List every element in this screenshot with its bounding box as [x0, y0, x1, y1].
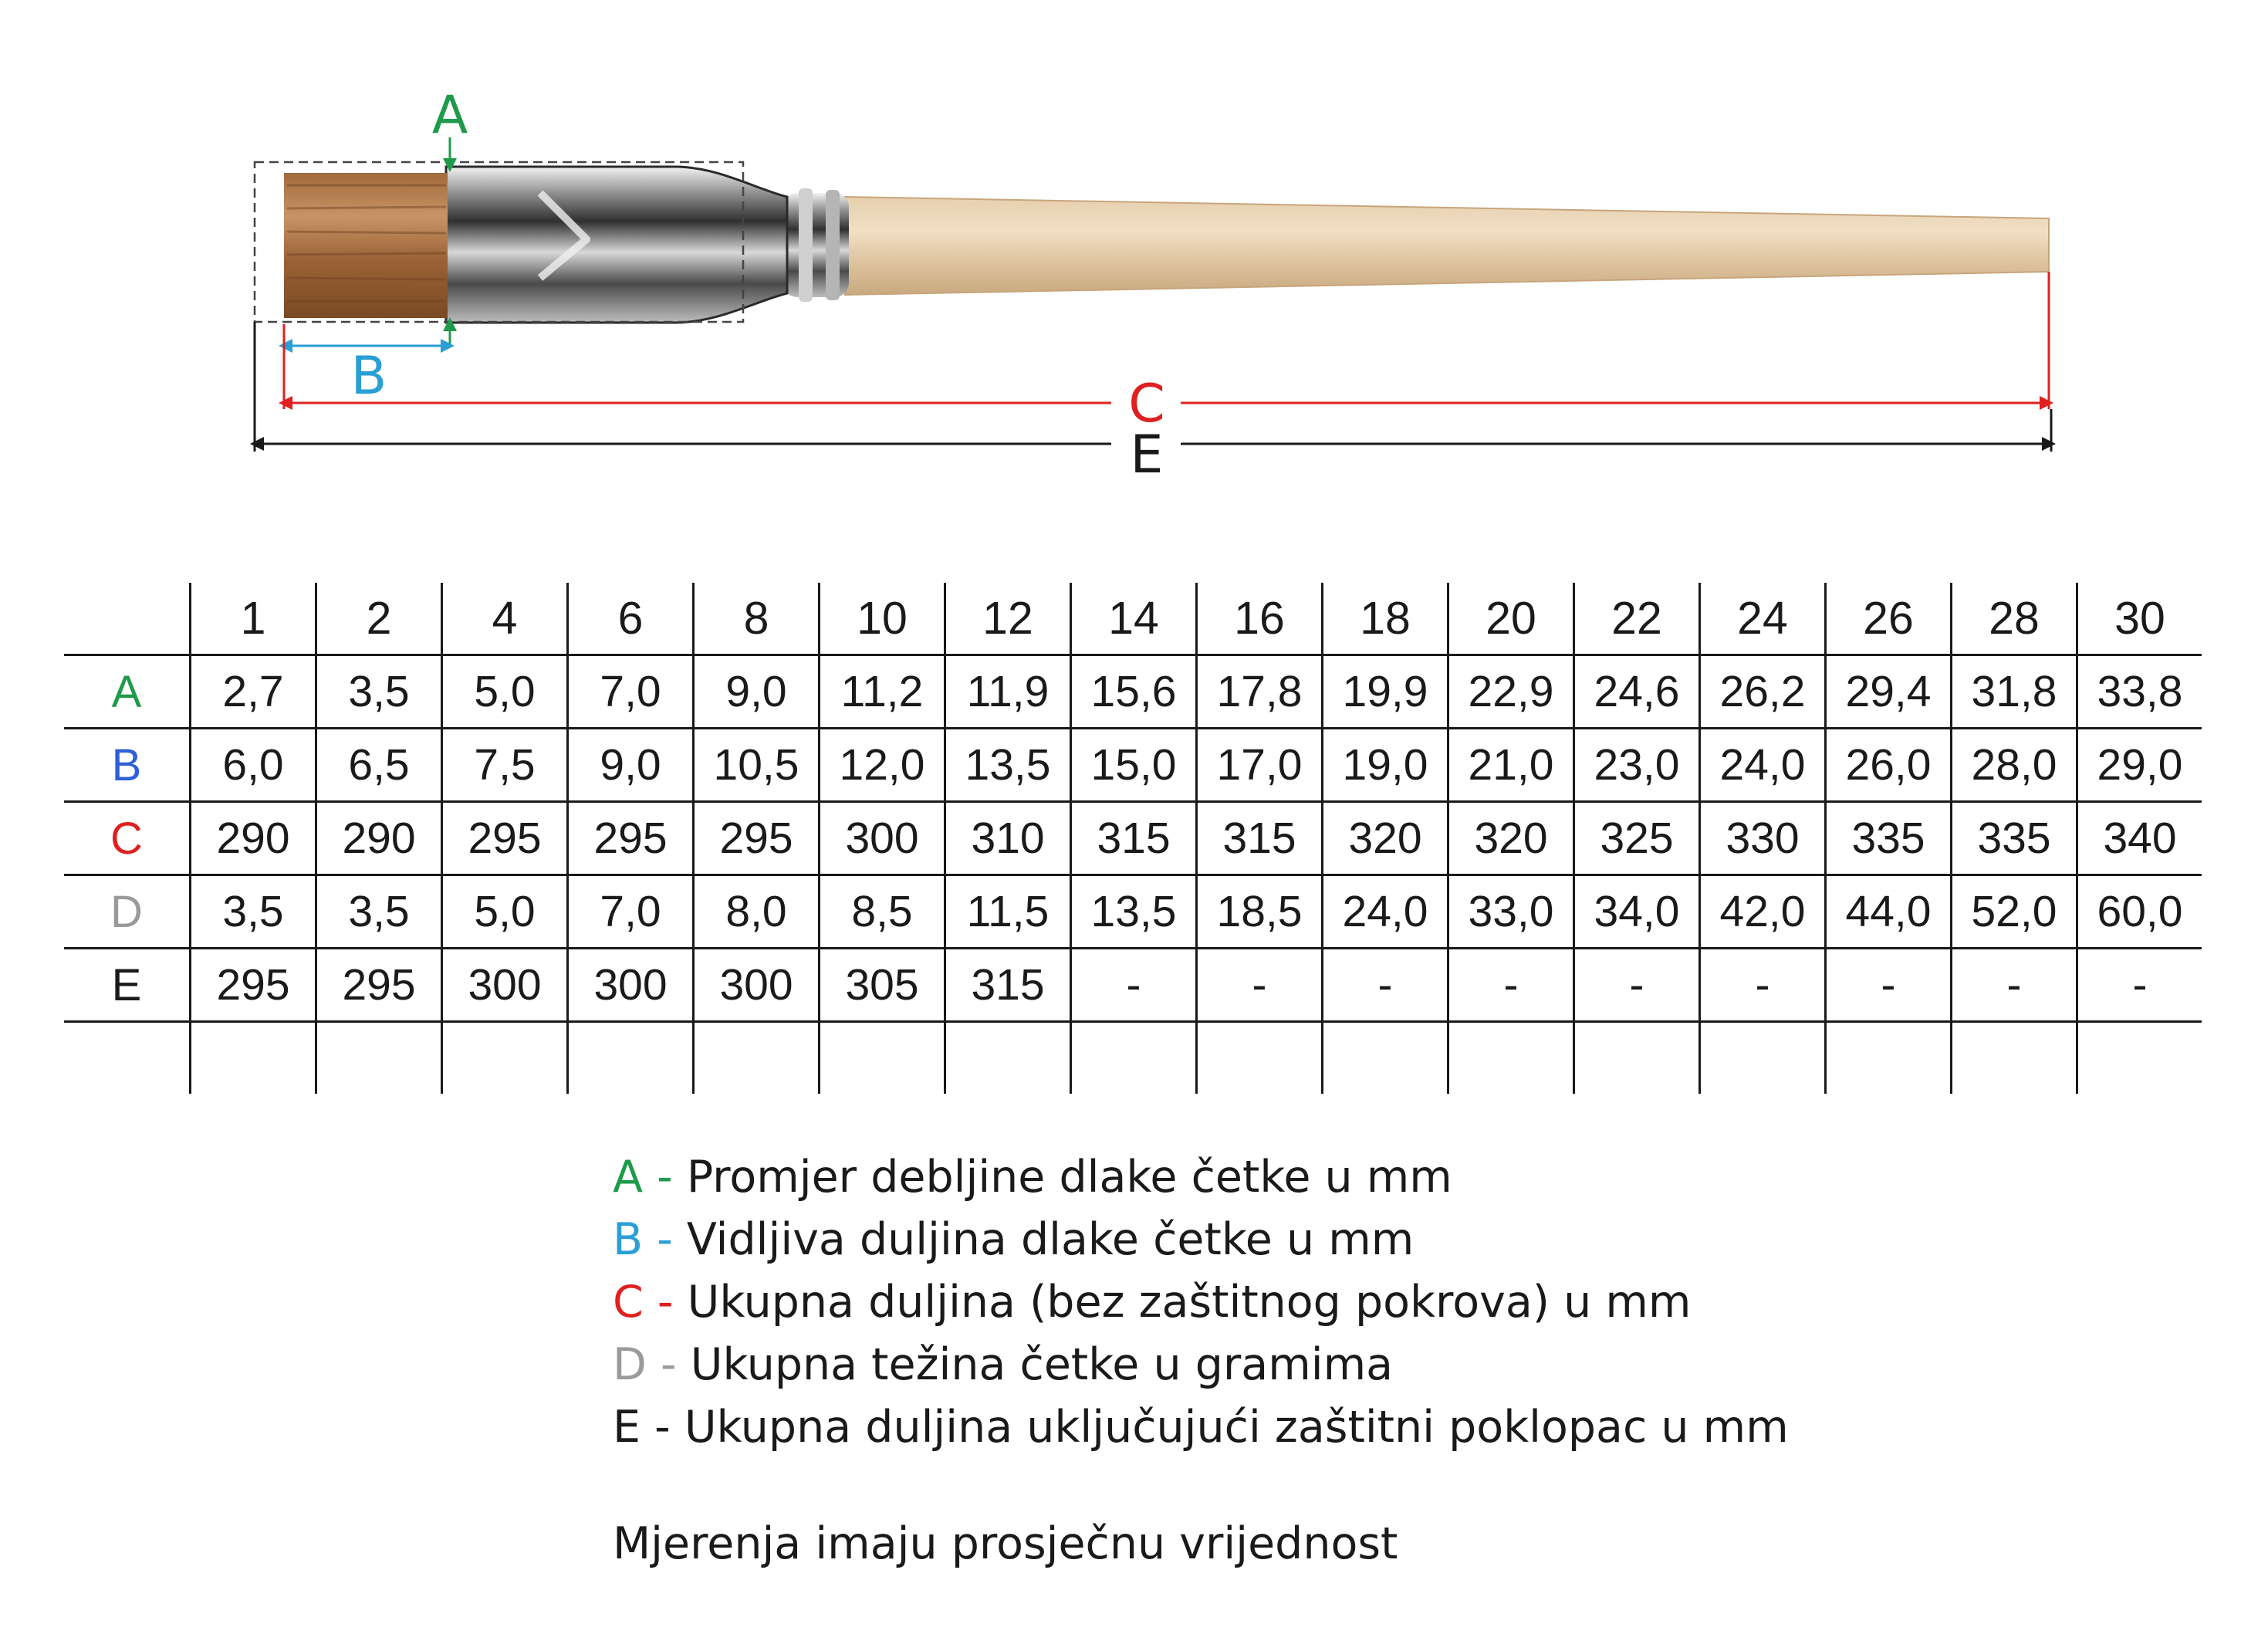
dim-label-e: E [1130, 425, 1164, 486]
table-cell: 15,0 [1071, 729, 1197, 802]
table-cell: 2,7 [191, 655, 316, 729]
table-cell: - [1574, 949, 1700, 1022]
table-cell: - [1952, 949, 2077, 1022]
row-key: C [64, 802, 191, 875]
legend-text: Ukupna težina četke u gramima [690, 1339, 1394, 1390]
table-cell: 29,4 [1826, 655, 1952, 729]
table-cell: - [1323, 949, 1448, 1022]
table-cell: 22,9 [1448, 655, 1574, 729]
empty-cell [568, 1022, 694, 1095]
brush-diagram [0, 0, 2268, 540]
table-cell: 330 [1700, 802, 1826, 875]
table-cell: 24,0 [1323, 875, 1448, 949]
empty-cell [1197, 1022, 1323, 1095]
table-cell: 15,6 [1071, 655, 1197, 729]
table-cell: 10,5 [694, 729, 820, 802]
size-column-header: 2 [316, 583, 442, 655]
table-cell: 60,0 [2077, 875, 2202, 949]
size-column-header: 30 [2077, 583, 2202, 655]
legend-item [613, 1146, 1789, 1209]
table-cell: 33,8 [2077, 655, 2202, 729]
table-cell: 290 [316, 802, 442, 875]
table-cell: 300 [820, 802, 945, 875]
table-cell: - [1448, 949, 1574, 1022]
table-cell: 300 [694, 949, 820, 1022]
empty-cell [2077, 1022, 2202, 1095]
size-column-header: 14 [1071, 583, 1197, 655]
size-column-header: 24 [1700, 583, 1826, 655]
size-column-header: 22 [1574, 583, 1700, 655]
table-cell: 315 [1071, 802, 1197, 875]
empty-cell [1448, 1022, 1574, 1095]
legend-item [613, 1209, 1789, 1271]
table-cell: 340 [2077, 802, 2202, 875]
table-cell: 335 [1826, 802, 1952, 875]
table-cell: - [2077, 949, 2202, 1022]
table-cell: 19,9 [1323, 655, 1448, 729]
table-cell: 9,0 [568, 729, 694, 802]
table-cell: 42,0 [1700, 875, 1826, 949]
table-cell: 9,0 [694, 655, 820, 729]
size-column-header: 6 [568, 583, 694, 655]
legend-key: A [613, 1152, 643, 1203]
size-table [64, 583, 2202, 1094]
brush-ferrule [446, 167, 787, 323]
measurement-note: Mjerenja imaju prosječnu vrijednost [613, 1518, 1398, 1569]
row-key: E [64, 949, 191, 1022]
table-cell: 24,6 [1574, 655, 1700, 729]
empty-cell [1071, 1022, 1197, 1095]
table-cell: 320 [1448, 802, 1574, 875]
table-cell: 28,0 [1952, 729, 2077, 802]
size-column-header: 18 [1323, 583, 1448, 655]
row-key: A [64, 655, 191, 729]
empty-cell [820, 1022, 945, 1095]
table-row [64, 949, 2202, 1022]
table-cell: 52,0 [1952, 875, 2077, 949]
legend-key: B [613, 1214, 644, 1265]
legend-separator: - [641, 1402, 684, 1453]
size-column-header: 1 [191, 583, 316, 655]
table-cell: 21,0 [1448, 729, 1574, 802]
table-cell: 13,5 [945, 729, 1071, 802]
table-cell: 13,5 [1071, 875, 1197, 949]
table-cell: - [1197, 949, 1323, 1022]
table-cell: 17,0 [1197, 729, 1323, 802]
table-cell: 335 [1952, 802, 2077, 875]
row-key: B [64, 729, 191, 802]
legend-text: Vidljiva duljina dlake četke u mm [686, 1214, 1415, 1265]
empty-cell [442, 1022, 568, 1095]
table-cell: 295 [442, 802, 568, 875]
table-cell: 3,5 [191, 875, 316, 949]
table-cell: 7,0 [568, 655, 694, 729]
dim-label-a: A [431, 85, 468, 146]
table-row [64, 875, 2202, 949]
empty-cell [1952, 1022, 2077, 1095]
table-cell: 6,5 [316, 729, 442, 802]
table-cell: 290 [191, 802, 316, 875]
table-cell: 325 [1574, 802, 1700, 875]
table-row [64, 655, 2202, 729]
size-column-header: 8 [694, 583, 820, 655]
size-column-header: 10 [820, 583, 945, 655]
table-cell: 26,0 [1826, 729, 1952, 802]
table-cell: 310 [945, 802, 1071, 875]
legend-separator: - [643, 1152, 687, 1203]
table-cell: 300 [568, 949, 694, 1022]
table-cell: - [1826, 949, 1952, 1022]
brush-crimp [783, 188, 849, 302]
size-column-header: 28 [1952, 583, 2077, 655]
brush-bristles [284, 173, 448, 318]
legend-item [613, 1271, 1789, 1334]
table-row [64, 802, 2202, 875]
table-cell: 11,9 [945, 655, 1071, 729]
size-column-header: 4 [442, 583, 568, 655]
empty-cell [694, 1022, 820, 1095]
empty-cell [1700, 1022, 1826, 1095]
table-cell: 44,0 [1826, 875, 1952, 949]
table-cell: 5,0 [442, 655, 568, 729]
table-cell: 23,0 [1574, 729, 1700, 802]
legend-key: C [613, 1277, 644, 1328]
table-cell: 7,5 [442, 729, 568, 802]
legend-text: Ukupna duljina (bez zaštitnog pokrova) u mm [687, 1277, 1692, 1328]
table-cell: - [1700, 949, 1826, 1022]
table-cell: 6,0 [191, 729, 316, 802]
empty-cell [1826, 1022, 1952, 1095]
empty-cell [1323, 1022, 1448, 1095]
table-cell: 24,0 [1700, 729, 1826, 802]
empty-cell [316, 1022, 442, 1095]
empty-row [64, 1022, 2202, 1095]
empty-cell [64, 1022, 191, 1095]
legend-separator: - [643, 1214, 687, 1265]
empty-cell [945, 1022, 1071, 1095]
empty-cell [191, 1022, 316, 1095]
size-column-header: 16 [1197, 583, 1323, 655]
table-cell: 3,5 [316, 875, 442, 949]
size-column-header: 26 [1826, 583, 1952, 655]
table-cell: 315 [1197, 802, 1323, 875]
row-key: D [64, 875, 191, 949]
dim-label-c: C [1128, 374, 1165, 435]
table-cell: 5,0 [442, 875, 568, 949]
table-cell: 19,0 [1323, 729, 1448, 802]
table-cell: 320 [1323, 802, 1448, 875]
table-cell: 305 [820, 949, 945, 1022]
legend-item [613, 1396, 1789, 1459]
table-cell: 3,5 [316, 655, 442, 729]
table-cell: 8,0 [694, 875, 820, 949]
table-cell: 300 [442, 949, 568, 1022]
table-cell: 315 [945, 949, 1071, 1022]
legend [613, 1146, 1789, 1459]
table-cell: 29,0 [2077, 729, 2202, 802]
table-cell: 11,5 [945, 875, 1071, 949]
legend-key: D [613, 1339, 647, 1390]
table-cell: 34,0 [1574, 875, 1700, 949]
table-cell: - [1071, 949, 1197, 1022]
dim-label-b: B [350, 346, 387, 407]
size-column-header: 20 [1448, 583, 1574, 655]
table-cell: 11,2 [820, 655, 945, 729]
legend-text: Ukupna duljina uključujući zaštitni poklopac u mm [684, 1402, 1789, 1453]
table-row [64, 729, 2202, 802]
table-cell: 12,0 [820, 729, 945, 802]
table-cell: 295 [568, 802, 694, 875]
table-cell: 7,0 [568, 875, 694, 949]
table-cell: 295 [694, 802, 820, 875]
table-cell: 8,5 [820, 875, 945, 949]
legend-text: Promjer debljine dlake četke u mm [686, 1152, 1452, 1203]
legend-separator: - [643, 1277, 688, 1328]
table-cell: 26,2 [1700, 655, 1826, 729]
table-cell: 17,8 [1197, 655, 1323, 729]
legend-key: E [613, 1402, 641, 1453]
brush-handle [845, 197, 2049, 295]
corner-cell [64, 583, 191, 655]
table-cell: 33,0 [1448, 875, 1574, 949]
table-cell: 295 [316, 949, 442, 1022]
empty-cell [1574, 1022, 1700, 1095]
table-cell: 18,5 [1197, 875, 1323, 949]
legend-separator: - [646, 1339, 691, 1390]
table-cell: 31,8 [1952, 655, 2077, 729]
table-cell: 295 [191, 949, 316, 1022]
size-header-row [64, 583, 2202, 655]
legend-item [613, 1334, 1789, 1396]
size-column-header: 12 [945, 583, 1071, 655]
